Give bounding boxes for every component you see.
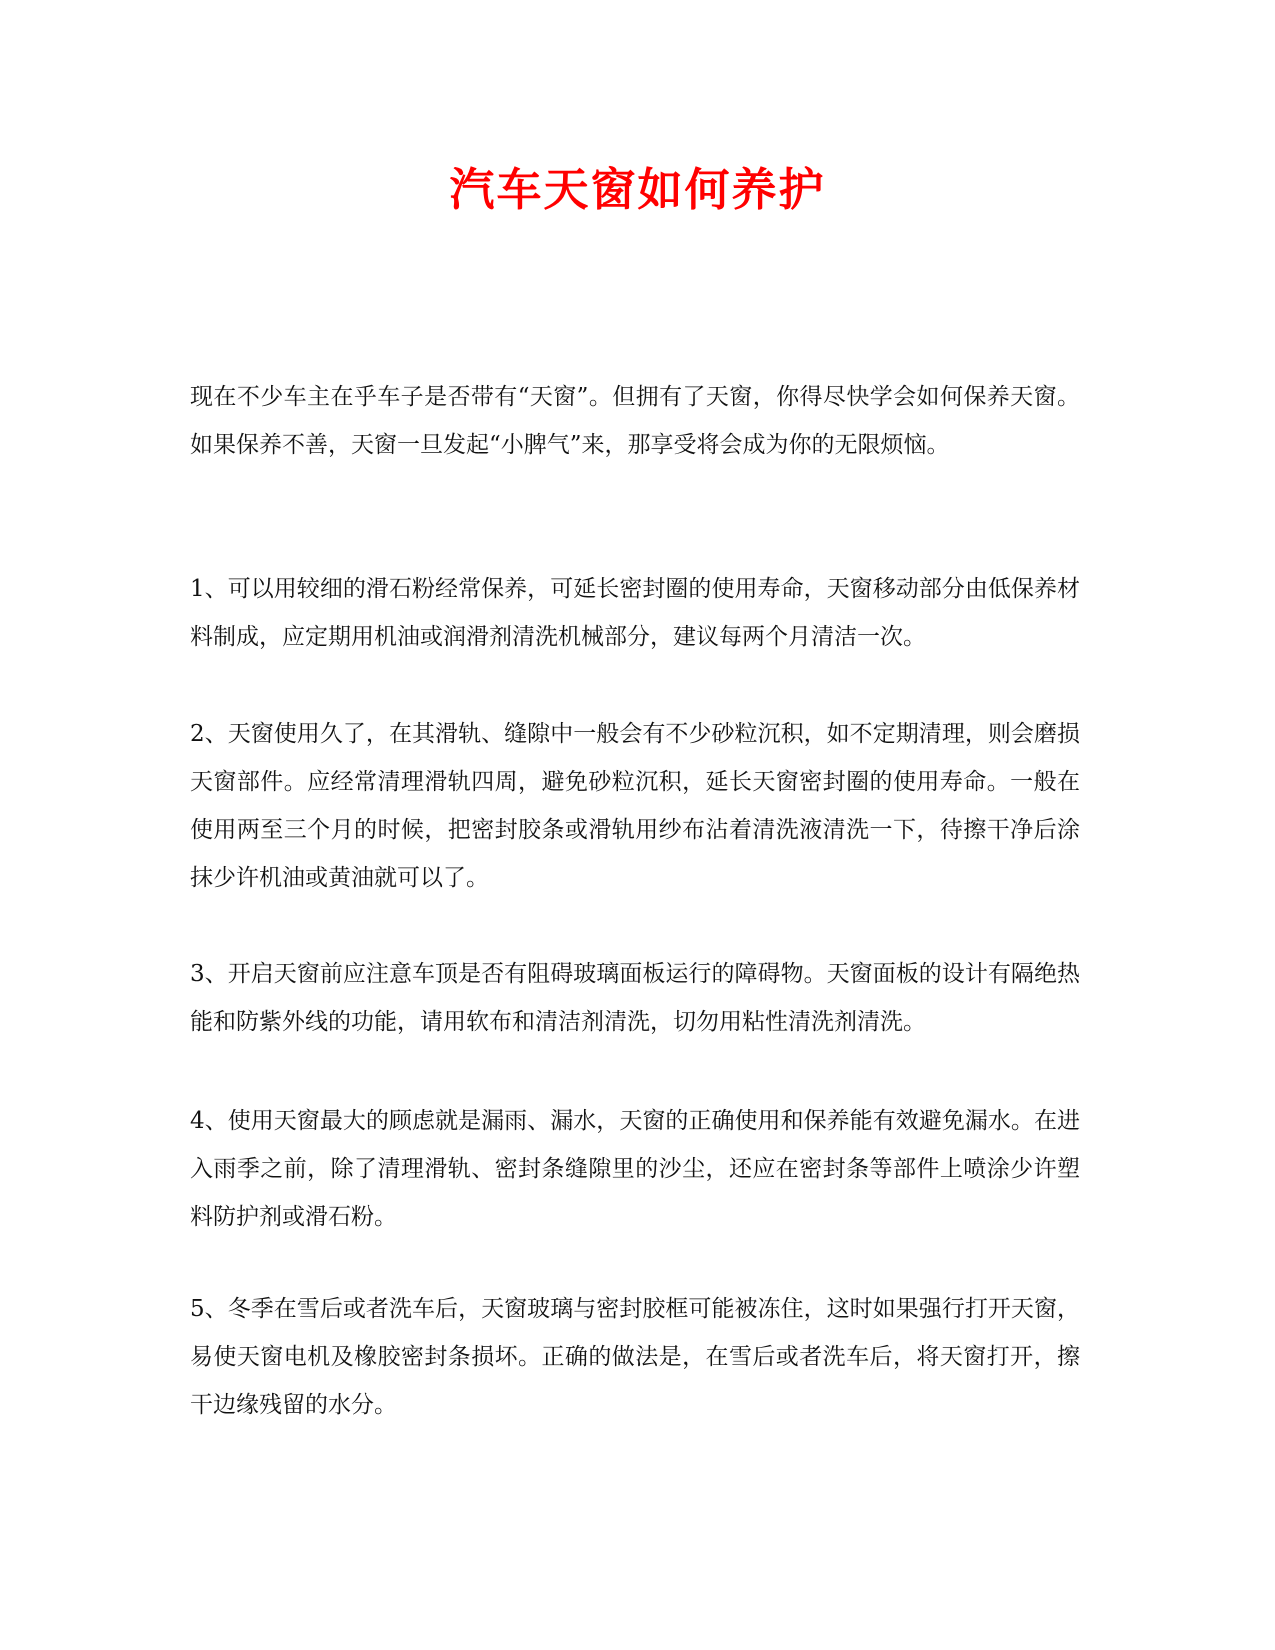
list-item: 3、开启天窗前应注意车顶是否有阻碍玻璃面板运行的障碍物。天窗面板的设计有隔绝热能和防紫外线的功能，请用软布和清洁剂清洗，切勿用粘性清洗剂清洗。: [190, 961, 1080, 1035]
list-item: 1、可以用较细的滑石粉经常保养，可延长密封圈的使用寿命，天窗移动部分由低保养材料制成，应定期用机油或润滑剂清洗机械部分，建议每两个月清洁一次。: [190, 576, 1080, 650]
page-title: 汽车天窗如何养护: [449, 163, 826, 216]
list-item: 4、使用天窗最大的顾虑就是漏雨、漏水，天窗的正确使用和保养能有效避免漏水。在进入雨季之前，除了清理滑轨、密封条缝隙里的沙尘，还应在密封条等部件上喷涂少许塑料防护剂或滑石粉。: [190, 1108, 1080, 1230]
intro-paragraph: 现在不少车主在乎车子是否带有“天窗”。但拥有了天窗，你得尽快学会如何保养天窗。如果保养不善，天窗一旦发起“小脾气”来，那享受将会成为你的无限烦恼。: [190, 384, 1080, 458]
list-item: 2、天窗使用久了，在其滑轨、缝隙中一般会有不少砂粒沉积，如不定期清理，则会磨损天窗部件。应经常清理滑轨四周，避免砂粒沉积，延长天窗密封圈的使用寿命。一般在使用两至三个月的时候，把密封胶条或滑轨用纱布沾着清洗液清洗一下，待擦干净后涂抹少许机油或黄油就可以了。: [190, 721, 1080, 891]
list-item: 5、冬季在雪后或者洗车后，天窗玻璃与密封胶框可能被冻住，这时如果强行打开天窗，易使天窗电机及橡胶密封条损坏。正确的做法是，在雪后或者洗车后，将天窗打开，擦干边缘残留的水分。: [190, 1296, 1080, 1418]
